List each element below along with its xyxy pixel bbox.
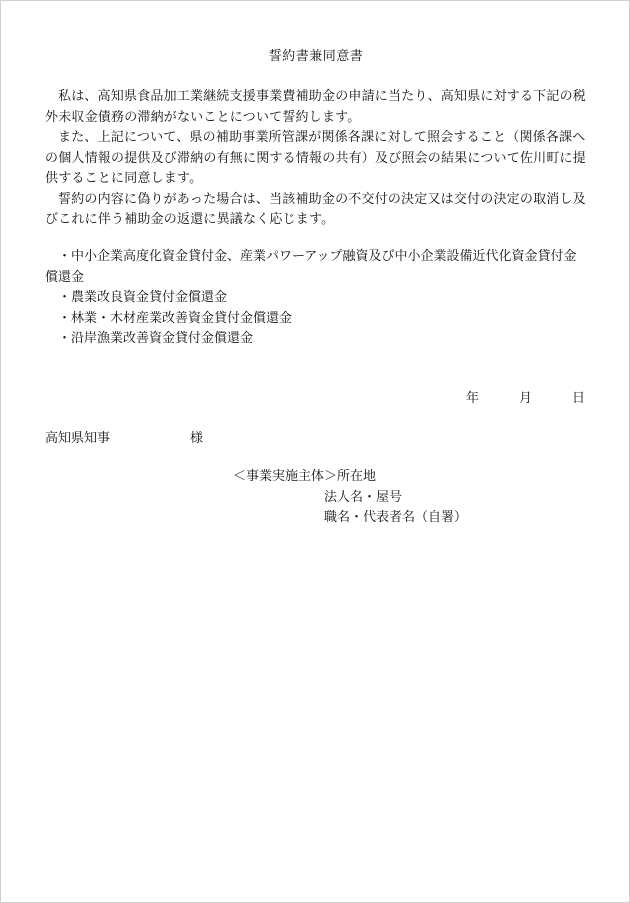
addressee-name: 高知県知事 — [45, 431, 111, 446]
addressee-line — [45, 427, 203, 446]
year-label: 年 — [465, 391, 479, 406]
pledge-paragraph-3: 誓約の内容に偽りがあった場合は、当該補助金の不交付の決定又は交付の決定の取消し及びこれに伴う補助金の返還に異議なく応じます。 — [45, 191, 586, 227]
date-line — [466, 387, 585, 406]
debt-item: ・中小企業高度化資金貸付金、産業パワーアップ融資及び中小企業設備近代化資金貸付金償還金 — [45, 249, 577, 285]
applicant-company-label: 法人名・屋号 — [324, 489, 403, 505]
applicant-address-label: ＜事業実施主体＞所在地 — [233, 469, 377, 484]
applicant-representative-label: 職名・代表者名（自署） — [324, 510, 468, 525]
debt-list — [45, 247, 589, 350]
document-title: 誓約書兼同意書 — [268, 49, 364, 64]
addressee-honorific: 様 — [190, 431, 204, 446]
debt-item: ・沿岸漁業改善資金貸付金償還金 — [58, 331, 254, 346]
pledge-body — [45, 87, 589, 231]
pledge-paragraph-1: 私は、高知県食品加工業継続支援事業費補助金の申請に当たり、高知県に対する下記の税外未収金債務の滞納がないことについて誓約します。 — [45, 89, 587, 125]
month-label: 月 — [518, 391, 532, 406]
applicant-block — [233, 467, 467, 529]
day-label: 日 — [571, 391, 585, 406]
pledge-paragraph-2: また、上記について、県の補助事業所管課が関係各課に対して照会すること（関係各課への個人情報の提供及び滞納の有無に関する情報の共有）及び照会の結果について佐川町に提供することに同意します。 — [45, 130, 586, 186]
debt-item: ・農業改良資金貸付金償還金 — [58, 290, 228, 305]
debt-item: ・林業・木材産業改善資金貸付金償還金 — [58, 310, 293, 326]
